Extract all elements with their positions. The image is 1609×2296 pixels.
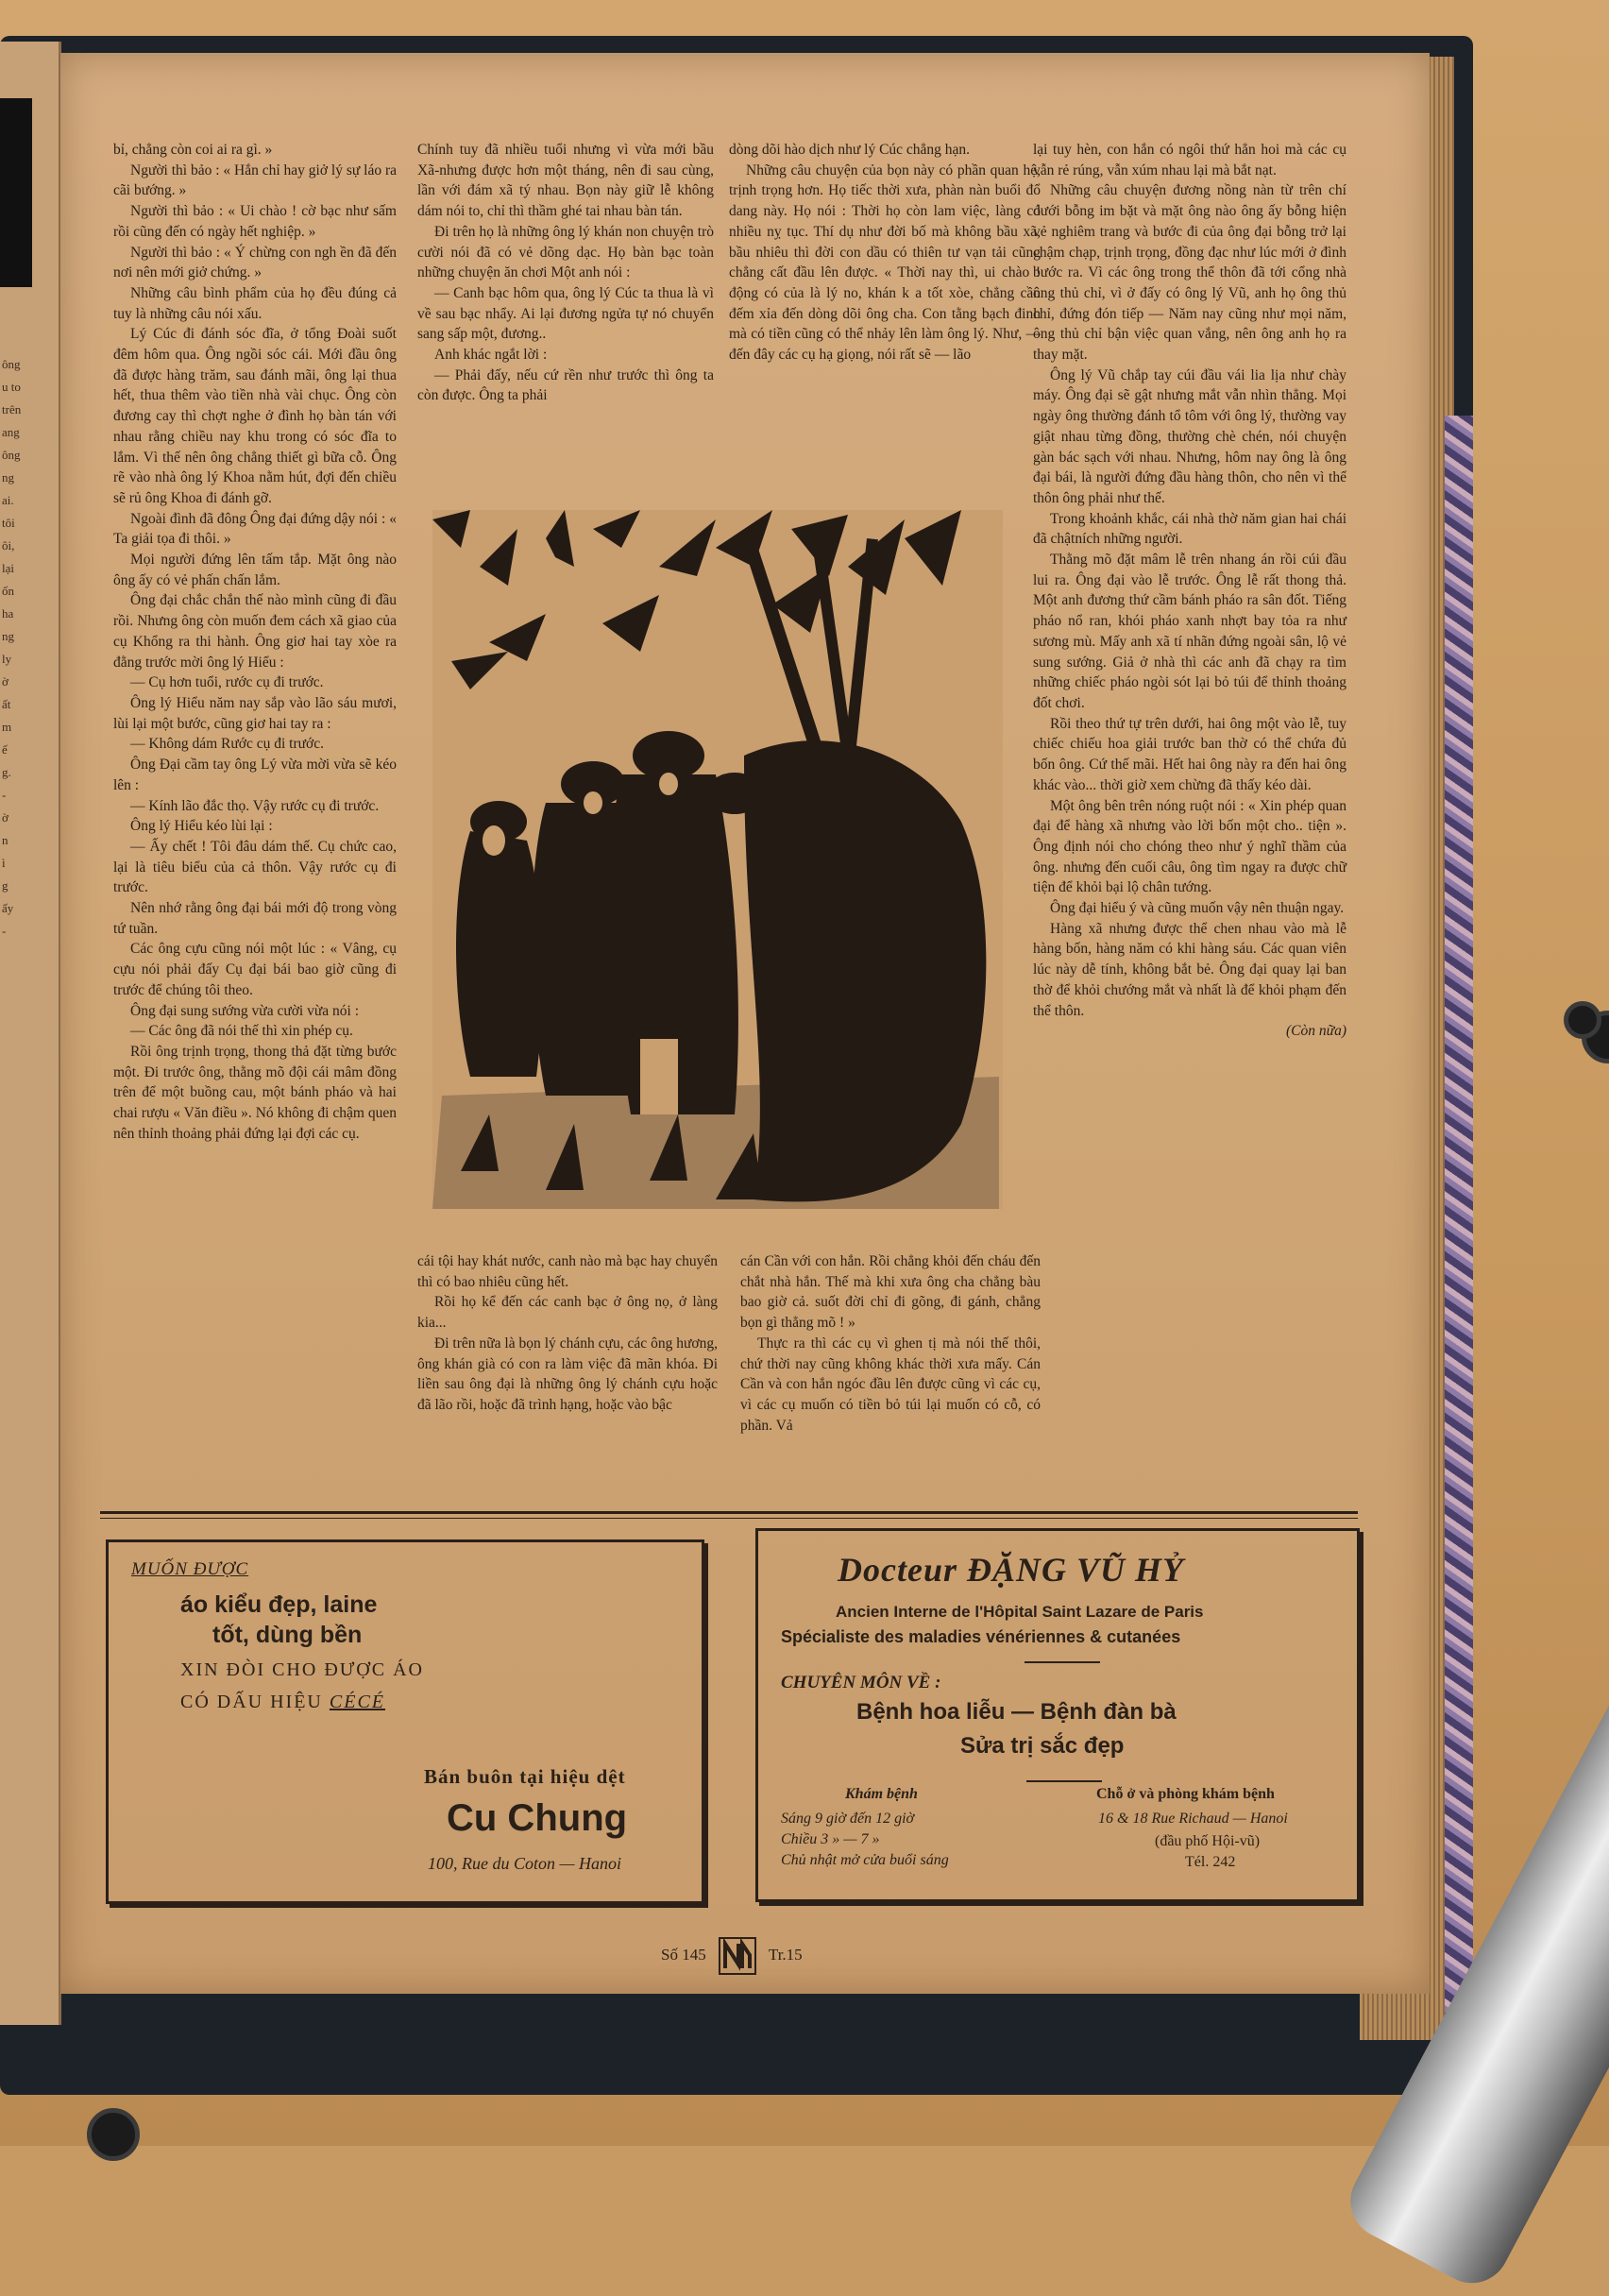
woodcut-illustration xyxy=(432,510,1003,1209)
left-page-fragment: ha xyxy=(2,606,14,621)
paragraph: — Các ông đã nói thế thì xin phép cụ. xyxy=(130,1023,353,1040)
ad-wholesale: Bán buôn tại hiệu dệt xyxy=(424,1765,626,1788)
ad-line: tốt, dùng bền xyxy=(212,1622,363,1648)
paragraph: Những câu chuyện đương nồng nàn từ trên chí dưới bỗng im bặt và mặt ông nào ông ấy bỗng hiện vẻ nghiêm trang và bước đi của ông đại bỗng trở lại chậm chạp, trịnh trọng, đồng đạc như lúc mới ở đình bước ra. Vì các ông trong thể thôn đã tới cổng nhà ông thủ chỉ, vì ở đấy có ông lý Vũ, anh họ ông thủ chỉ, đứng đón tiếp — Năm nay cũng như mọi năm, ông thủ chỉ bận việc quan vắng, nên ông anh họ ra thay mặt. xyxy=(1033,182,1346,364)
brand-mark: CÉCÉ xyxy=(329,1692,386,1712)
ad-address: 100, Rue du Coton — Hanoi xyxy=(428,1854,621,1873)
paragraph: Nên nhớ rằng ông đại bái mới độ trong vòng tứ tuần. xyxy=(113,900,397,937)
advertisement-cece xyxy=(106,1539,704,1904)
left-page-text-fragments xyxy=(2,353,55,943)
paragraph: Người thì bảo : « Ui chào ! cờ bạc như sấm rồi cũng đến có ngày hết nghiệp. » xyxy=(113,203,397,240)
paragraph: dòng dõi hào dịch như lý Cúc chẳng hạn. xyxy=(729,142,971,158)
text-column-4 xyxy=(1033,140,1346,1042)
paragraph: cái tội hay khát nước, canh nào mà bạc hay chuyển thì có bao nhiêu cũng hết. xyxy=(417,1253,718,1290)
left-page-fragment: - xyxy=(2,788,7,802)
paragraph: Những câu chuyện của bọn này có phần quan hệ, trịnh trọng hơn. Họ tiếc thời xưa, phàn nàn buổi đổ dang này. Họ nói : Thời họ còn lam việc, làng có nhiều nỵ tục. Thí dụ như đời bố mà không bầu xã, bầu nhiêu thì đời con dầu có thiên tư vạn tải cũng chẳng cất đầu lên được. « Thời nay thì, ui chào ! động có của là lý no, khán k a tốt xòe, chẳng cần đếm xỉa đến dòng dõi ông cha. Con tằng bạch đinh mà có tiền cũng có thể nhảy lên làm ông lý. Như, — đến đây các cụ hạ giọng, nói rất sẽ — lão xyxy=(729,162,1041,364)
left-page-fragment: u to xyxy=(2,380,21,394)
paragraph: Lý Cúc đi đánh sóc đĩa, ở tổng Đoài suốt đêm hôm qua. Ông ngồi sóc cái. Mới đầu ông đã được hàng trăm, sau đánh mãi, ông lại thua hết, thua thêm vào tiền nhà vài chục. Ông còn đương cay thì chợt nghe ở đình họ bàn tán với nhau rằng chiều nay khu trong có sóc đĩa to lắm. Vì thế nên ông chẳng thiết gì bữa cỗ. Ông rẽ vào nhà ông lý Khoa nằm hút, đợi đến chiều sẽ rủ ông Khoa đi đánh gỡ. xyxy=(113,326,397,506)
advertisement-doctor xyxy=(755,1528,1360,1902)
left-page-fragment: ang xyxy=(2,425,20,439)
paragraph: — Ấy chết ! Tôi đâu dám thế. Cụ chức cao, lại là tiêu biểu của cả thôn. Vậy rước cụ đi trước. xyxy=(113,838,397,896)
ad-line xyxy=(180,1692,385,1713)
paragraph: Hàng xã nhưng được thể chen nhau vào mà lễ hàng bốn, hàng năm có khi hàng sáu. Các quan viên lúc này dễ tính, không bắt bẻ. Ông đại quay lại ban thờ để khỏi chướng mắt và nhất là để khỏi phạm đến thể thôn. xyxy=(1033,920,1346,1019)
clinic-address: 16 & 18 Rue Richaud — Hanoi xyxy=(1098,1811,1288,1827)
left-page-fragment: ất xyxy=(2,697,11,711)
left-page-fragment: ế xyxy=(2,742,8,757)
paragraph: — Cụ hơn tuổi, rước cụ đi trước. xyxy=(130,674,324,691)
issue-number: Số 145 xyxy=(661,1945,706,1964)
magazine-logo-icon xyxy=(718,1936,757,1976)
left-page-fragment: trên xyxy=(2,402,22,417)
left-page-fragment: lại xyxy=(2,561,14,575)
text-column-2-lower xyxy=(417,1251,718,1416)
paragraph: Đi trên nữa là bọn lý chánh cựu, các ông hương, ông khán già có con ra làm việc đã mãn khóa. Đi liền sau ông đại là những ông lý chánh cựu hoặc đã lão rồi, hoặc đã trình hạng, hoặc vào bậc xyxy=(417,1335,718,1413)
paragraph: Anh khác ngắt lời : xyxy=(434,347,548,364)
binder-ring xyxy=(1564,1001,1601,1039)
clinic-address-note: (đầu phố Hội-vũ) xyxy=(1155,1833,1261,1849)
paragraph: Thằng mõ đặt mâm lễ trên nhang án rồi cúi đầu lui ra. Ông đại vào lễ trước. Ông lễ rất thong thả. Một anh đương thứ cầm bánh pháo ra sân đốt. Tiếng pháo nổ ran, khói pháo xanh nhợt bay tỏa ra như sương mù. Mấy anh xã tí nhãn đứng ngoài sân, lộ vẻ sung sướng. Giả ở nhà thì các anh đã chạy ra tìm những chiếc pháo ngòi sót lại bỏ túi để thỉnh thoảng đốt chơi. xyxy=(1033,552,1346,711)
left-page-fragment: ốn xyxy=(2,584,14,598)
paragraph: Rồi theo thứ tự trên dưới, hai ông một vào lễ, tuy chiếc chiếu hoa giải trước ban thờ có thể chứa đủ bốn ông. Cứ thế mãi. Hết hai ông này ra đến hai ông khác vào... thời giờ xem chừng đã thấy kéo dài. xyxy=(1033,715,1346,793)
left-page-fragment: m xyxy=(2,720,12,734)
specialty-heading: CHUYÊN MÔN VỀ : xyxy=(781,1673,941,1692)
paragraph: Ông lý Hiểu năm nay sắp vào lão sáu mươi, lùi lại một bước, cũng giơ hai tay ra : xyxy=(113,694,397,732)
hours-morning: Sáng 9 giờ đến 12 giờ xyxy=(781,1811,915,1827)
clinic-heading: Chỗ ở và phòng khám bệnh xyxy=(1096,1786,1275,1802)
left-page-fragment: ai. xyxy=(2,493,14,507)
left-page-fragment: ông xyxy=(2,448,21,462)
ad-line: XIN ĐÒI CHO ĐƯỢC ÁO xyxy=(180,1659,424,1680)
page-footer xyxy=(661,1936,803,1976)
doctor-specialty: Spécialiste des maladies vénériennes & cutanées xyxy=(781,1627,1181,1646)
paragraph: Trong khoảnh khắc, cái nhà thờ năm gian hai chái đã chậtních những người. xyxy=(1033,510,1346,548)
paragraph: Những câu bình phẩm của họ đều đúng cả tuy là những câu nói xấu. xyxy=(113,284,397,322)
text-column-3 xyxy=(729,140,1041,366)
ad-line: áo kiểu đẹp, laine xyxy=(180,1591,378,1618)
left-page-fragment: tôi xyxy=(2,516,15,530)
paragraph: Ông đại sung sướng vừa cười vừa nói : xyxy=(130,1002,359,1019)
paragraph: Chính tuy đã nhiều tuổi nhưng vì vừa mới bầu Xã-nhưng được hơn một tháng, nên đi sau cùng, lần với đám xã tý nhau. Bọn này giữ lễ không dám nói to, chỉ thì thầm ghé tai nhau bàn tán. xyxy=(417,142,714,220)
hours-afternoon: Chiều 3 » — 7 » xyxy=(781,1831,880,1847)
text-column-1 xyxy=(113,140,397,1144)
left-page-fragment: n xyxy=(2,833,8,847)
left-page-fragment: ly xyxy=(2,652,12,666)
specialty-line: Bệnh hoa liễu — Bệnh đàn bà xyxy=(856,1699,1177,1725)
paragraph: Ông lý Hiểu kéo lùi lại : xyxy=(130,818,273,835)
paragraph: — Kính lão đắc thọ. Vậy rước cụ đi trước. xyxy=(130,797,380,814)
left-page-fragment: g xyxy=(2,878,8,893)
paragraph: Rồi họ kể đến các canh bạc ở ông nọ, ở làng kia... xyxy=(417,1294,718,1332)
left-page-fragment: ì xyxy=(2,856,6,870)
binder-ring xyxy=(87,2108,140,2161)
paragraph: cán Cần với con hắn. Rồi chẳng khỏi đến cháu đến chắt nhà hắn. Thế mà khi xưa ông cha chẳng bàu bao giờ cả. suốt đời chỉ đi gõng, đi gánh, chẳng bọn gì thẳng mõ ! » xyxy=(740,1253,1041,1332)
paragraph: Ông đại chắc chắn thế nào mình cũng đi đầu rồi. Nhưng ông còn muốn đem cách xã giao của cụ Khổng ra thi hành. Ông giơ hai tay xòe ra đằng trước mời ông lý Hiểu : xyxy=(113,592,397,671)
paragraph: Ông đại hiểu ý và cũng muốn vậy nên thuận ngay. xyxy=(1050,900,1345,917)
paragraph: — Canh bạc hôm qua, ông lý Cúc ta thua là vì về sau bạc nhẩy. Ai lại đương ngửa tự nó chuyển sang sấp một, đương.. xyxy=(417,284,714,343)
left-page-mark xyxy=(0,98,32,287)
paragraph: Thực ra thì các cụ vì ghen tị mà nói thế thôi, chứ thời nay cũng không khác thời xưa mấy. Cán Cần và con hắn ngóc đầu lên được cũng vì các cụ, vì các cụ muốn có tiền bỏ túi lại muốn có cỗ, có phần. Vả xyxy=(740,1335,1041,1434)
paragraph: Một ông bên trên nóng ruột nói : « Xin phép quan đại để hàng xã nhưng vào lời bốn một cho.. tiện ». Ông định nói cho chóng theo như ý nghĩ thầm của ông. nhưng đến cuối câu, ông tìm ngay ra được chữ tiện để khỏi bại lộ chân tướng. xyxy=(1033,797,1346,896)
left-page-fragment: - xyxy=(2,924,7,938)
paragraph: — Phải đấy, nếu cứ rền như trước thì ông ta còn được. Ông ta phải xyxy=(417,366,714,404)
paragraph: Ông Đại cầm tay ông Lý vừa mời vừa sẽ kéo lên : xyxy=(113,757,397,793)
left-page-fragment: ông xyxy=(2,357,21,371)
paragraph: Các ông cựu cũng nói một lúc : « Vâng, cụ cựu nói phải đấy Cụ đại bái bao giờ cũng đi trước để chúng tôi theo. xyxy=(113,941,397,998)
paragraph: Rồi ông trịnh trọng, thong thả đặt từng bước một. Đi trước ông, thằng mõ đội cái mâm đồng trên để một buồng cau, một bánh pháo và hai chai rượu « Văn điều ». Nó không đi chậm quen nên thỉnh thoảng phải đứng lại đợi các cụ. xyxy=(113,1043,397,1142)
paragraph: Người thì bảo : « Hắn chỉ hay giở lý sự láo ra cãi bướng. » xyxy=(113,162,398,199)
left-page-fragment: ôi, xyxy=(2,538,15,553)
paragraph: — Không dám Rước cụ đi trước. xyxy=(130,736,324,753)
paragraph: Ông lý Vũ chắp tay cúi đầu vái lia lịa như chày máy. Ông đại sẽ gật nhưng mắt vẫn nhìn thẳng. Mọi ngày ông thường đánh tổ tôm với ông lý, thường vay giật nhau từng đồng, thường chè chén, nói chuyện gàn bác sạch với nhau. Nhưng, hôm nay ông là ông đại bái, là người đứng đầu hàng thôn, cho nên vì thể thôn ông phải như thế. xyxy=(1033,366,1346,506)
left-page-fragment: ờ xyxy=(2,810,8,825)
text-column-2 xyxy=(417,140,714,406)
page-number: Tr.15 xyxy=(768,1945,803,1964)
doctor-name: Docteur ĐẶNG VŨ HỶ xyxy=(838,1551,1184,1589)
ad-line-text: CÓ DẤU HIỆU xyxy=(180,1692,323,1712)
marbled-edge xyxy=(1445,416,1473,2021)
ad-shop-name: Cu Chung xyxy=(447,1797,628,1839)
left-page-edge xyxy=(0,42,61,2025)
doctor-credential: Ancien Interne de l'Hôpital Saint Lazare de Paris xyxy=(836,1603,1204,1621)
clinic-phone: Tél. 242 xyxy=(1185,1854,1236,1870)
paragraph: Người thì bảo : « Ý chừng con ngh ền đã đến nơi nên mới giở chứng. » xyxy=(113,244,397,281)
left-page-fragment: ng xyxy=(2,470,14,485)
specialty-line: Sửa trị sắc đẹp xyxy=(960,1733,1125,1759)
section-rule-thin xyxy=(100,1518,1358,1519)
ad-heading: MUỐN ĐƯỢC xyxy=(131,1559,249,1579)
hours-heading: Khám bệnh xyxy=(845,1786,918,1802)
left-page-fragment: ờ xyxy=(2,674,8,689)
divider xyxy=(1026,1780,1102,1782)
section-rule xyxy=(100,1511,1358,1514)
text-column-3-lower xyxy=(740,1251,1041,1436)
paragraph: Ngoài đình đã đông Ông đại đứng dậy nói : « Ta giải tọa đi thôi. » xyxy=(113,510,397,548)
paragraph: lại tuy hèn, con hắn có ngôi thứ hẳn hoi mà các cụ vẫn rẻ rúng, vẫn xúm nhau lại mà bắt nạt. xyxy=(1033,142,1346,179)
divider xyxy=(1025,1661,1100,1663)
hours-sunday: Chủ nhật mở cửa buổi sáng xyxy=(781,1852,949,1868)
left-page-fragment: ấy xyxy=(2,901,14,915)
continued-note: (Còn nữa) xyxy=(1286,1023,1346,1040)
left-page-fragment: g. xyxy=(2,765,11,779)
paragraph: Đi trên họ là những ông lý khán non chuyện trò cười nói đã có vẻ dõng dạc. Họ bàn bạc toàn những chuyện ăn chơi Một anh nói : xyxy=(417,223,714,281)
paragraph: Mọi người đứng lên tấm tắp. Mặt ông nào ông ấy có vẻ phấn chấn lắm. xyxy=(113,552,397,588)
paragraph: bỉ, chẳng còn coi ai ra gì. » xyxy=(113,142,273,158)
left-page-fragment: ng xyxy=(2,629,14,643)
